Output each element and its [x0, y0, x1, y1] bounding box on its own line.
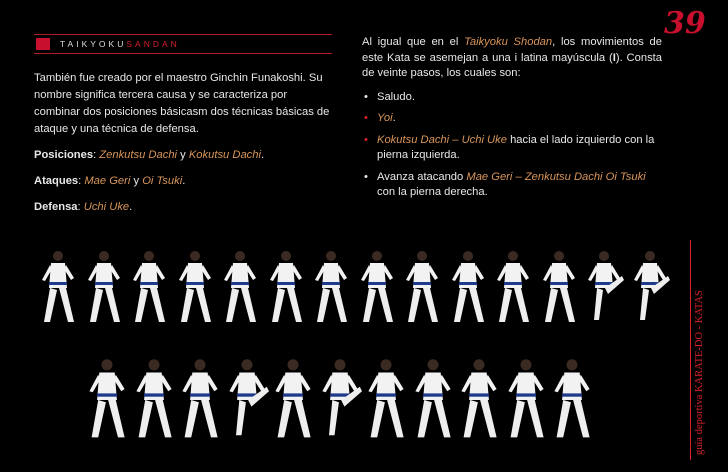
steps-list: [362, 90, 662, 201]
karateka-figure: [411, 356, 455, 444]
page-number: 39: [664, 6, 706, 41]
karateka-figure: [85, 356, 129, 444]
karateka-figure: [132, 356, 176, 444]
karateka-figure: [266, 248, 306, 328]
karateka-figure: [630, 248, 670, 328]
karate-figures-strip: [0, 238, 690, 468]
karateka-figure: [318, 356, 362, 444]
right-column: [362, 35, 662, 207]
list-item: • Saludo.: [364, 90, 415, 103]
karateka-figure: [271, 356, 315, 444]
karateka-figure: [550, 356, 594, 444]
karateka-figure: [364, 356, 408, 444]
karateka-figure: [175, 248, 215, 328]
karateka-figure: [357, 248, 397, 328]
kata-description: Al igual que en el Taikyoku Shodan, los movimientos de este Kata se asemejan a una i latina mayúscula (I). Consta de veinte pasos, los cuales son:: [362, 36, 663, 79]
list-item: • Kokutsu Dachi – Uchi Uke hacia el lado izquierdo con la pierna izquierda.: [364, 133, 655, 161]
karateka-figure: [84, 248, 124, 328]
karateka-figure: [493, 248, 533, 328]
list-item: • Yoi.: [364, 112, 396, 124]
posiciones-line: Posiciones: Zenkutsu Dachi y Kokutsu Dachi.: [34, 149, 265, 161]
karateka-figure: [178, 356, 222, 444]
section-header: [34, 34, 332, 54]
intro-paragraph: También fue creado por el maestro Ginchin Funakoshi. Su nombre significa tercera causa y se caracteriza por combinar dos posiciones básicasm dos técnicas básicas de ataque y una técnica de defensa.: [34, 72, 330, 135]
karateka-figure: [311, 248, 351, 328]
karateka-figure: [539, 248, 579, 328]
ataques-line: Ataques: Mae Geri y Oi Tsuki.: [34, 175, 186, 187]
header-title: TAIKYOKUSANDAN: [60, 39, 180, 49]
karateka-figure: [225, 356, 269, 444]
karateka-figure: [38, 248, 78, 328]
left-column: [34, 70, 334, 225]
side-label: guía deportiva KARATE-DO - KATAS: [694, 290, 705, 455]
karateka-figure: [402, 248, 442, 328]
defensa-line: Defensa: Uchi Uke.: [34, 201, 133, 213]
list-item: • Avanza atacando Mae Geri – Zenkutsu Dachi Oi Tsuki con la pierna derecha.: [364, 170, 646, 198]
karateka-figure: [220, 248, 260, 328]
karateka-figure: [584, 248, 624, 328]
karateka-figure: [504, 356, 548, 444]
header-red-square: [36, 38, 50, 50]
karateka-figure: [448, 248, 488, 328]
karateka-figure: [457, 356, 501, 444]
karateka-figure: [129, 248, 169, 328]
side-divider: [690, 240, 691, 460]
